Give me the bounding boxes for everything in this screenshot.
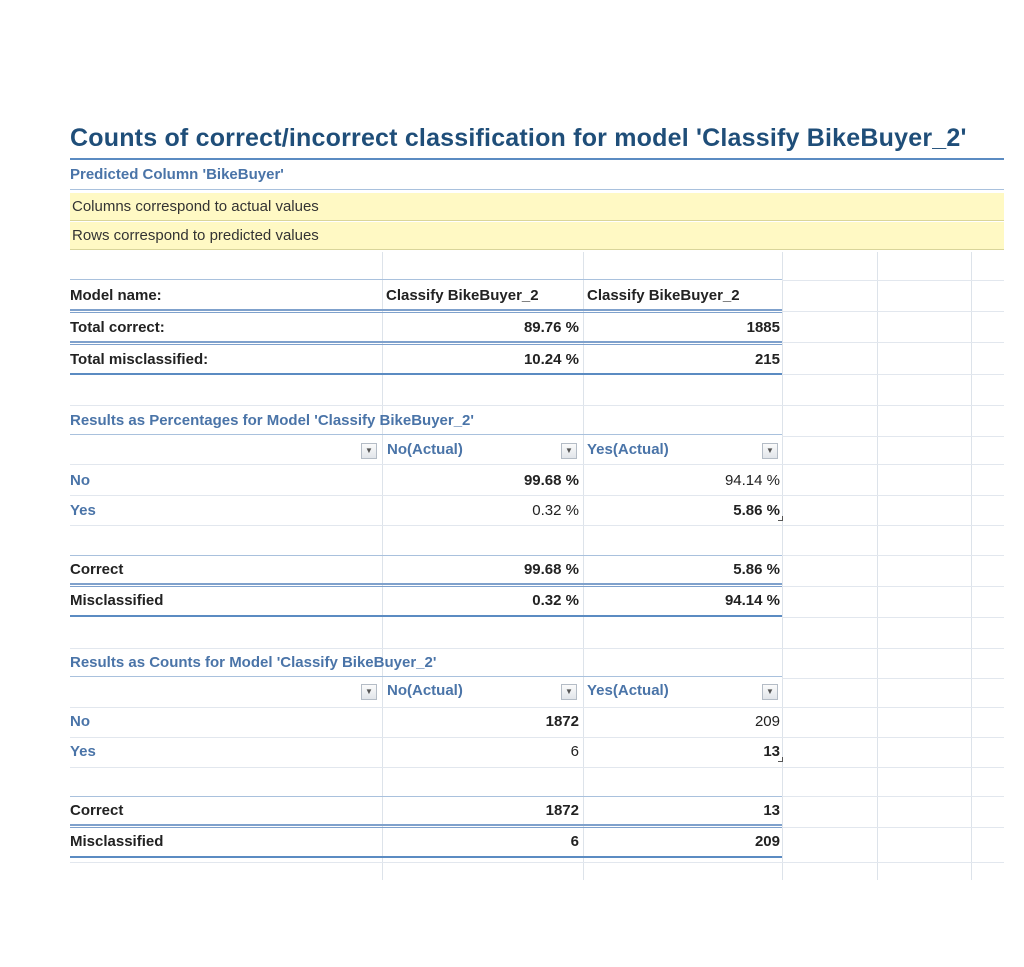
filter-dropdown-icon[interactable]: ▼ bbox=[762, 443, 778, 459]
cell-corner-mark bbox=[778, 757, 783, 762]
filter-dropdown-icon[interactable]: ▼ bbox=[361, 684, 377, 700]
counts-correct-top-rule bbox=[70, 796, 782, 797]
counts-mid-rule bbox=[70, 824, 782, 828]
count-value[interactable]: 209 bbox=[754, 833, 780, 850]
gridline bbox=[971, 252, 972, 880]
counts-bottom-rule bbox=[70, 856, 782, 858]
row-label-correct[interactable]: Correct bbox=[70, 802, 124, 819]
pct-value[interactable]: 94.14 % bbox=[724, 592, 780, 609]
col-header-yes-actual: Yes(Actual) bbox=[587, 682, 669, 699]
row-label-yes[interactable]: Yes bbox=[70, 743, 96, 760]
pct-value[interactable]: 0.32 % bbox=[532, 592, 579, 609]
filter-dropdown-icon[interactable]: ▼ bbox=[561, 684, 577, 700]
pct-value[interactable]: 5.86 % bbox=[733, 561, 780, 578]
count-value[interactable]: 13 bbox=[763, 743, 780, 760]
gridline bbox=[877, 252, 878, 880]
count-value[interactable]: 6 bbox=[570, 833, 579, 850]
filter-dropdown-icon[interactable]: ▼ bbox=[361, 443, 377, 459]
count-value[interactable]: 13 bbox=[763, 802, 780, 819]
count-value[interactable]: 209 bbox=[754, 713, 780, 730]
row-label-yes[interactable]: Yes bbox=[70, 502, 96, 519]
summary-model-name[interactable]: Classify BikeBuyer_2 bbox=[587, 287, 740, 304]
row-label-misclassified[interactable]: Misclassified bbox=[70, 833, 164, 850]
report-title: Counts of correct/incorrect classification for model 'Classify BikeBuyer_2' bbox=[70, 124, 967, 152]
summary-model-name[interactable]: Classify BikeBuyer_2 bbox=[386, 287, 539, 304]
counts-title: Results as Counts for Model 'Classify BikeBuyer_2' bbox=[70, 654, 437, 671]
row-label-correct[interactable]: Correct bbox=[70, 561, 124, 578]
summary-value[interactable]: 10.24 % bbox=[523, 351, 579, 368]
pct-value[interactable]: 99.68 % bbox=[523, 561, 579, 578]
count-value[interactable]: 1872 bbox=[545, 713, 579, 730]
summary-row-rule bbox=[70, 341, 782, 345]
summary-top-rule bbox=[70, 279, 782, 280]
pct-value[interactable]: 0.32 % bbox=[532, 502, 579, 519]
col-header-no-actual: No(Actual) bbox=[387, 441, 463, 458]
pct-correct-top-rule bbox=[70, 555, 782, 556]
counts-title-rule bbox=[70, 676, 782, 677]
gridline bbox=[782, 252, 783, 880]
title-rule bbox=[70, 158, 1004, 160]
summary-value[interactable]: 215 bbox=[754, 351, 780, 368]
col-header-no-actual: No(Actual) bbox=[387, 682, 463, 699]
pct-value[interactable]: 94.14 % bbox=[724, 472, 780, 489]
filter-dropdown-icon[interactable]: ▼ bbox=[561, 443, 577, 459]
pct-value[interactable]: 99.68 % bbox=[523, 472, 579, 489]
pct-bottom-rule bbox=[70, 615, 782, 617]
count-value[interactable]: 6 bbox=[570, 743, 579, 760]
note-columns: Columns correspond to actual values bbox=[70, 193, 1004, 221]
predicted-column-label: Predicted Column 'BikeBuyer' bbox=[70, 166, 284, 183]
col-header-yes-actual: Yes(Actual) bbox=[587, 441, 669, 458]
summary-label[interactable]: Total correct: bbox=[70, 319, 165, 336]
gridline bbox=[382, 252, 383, 880]
summary-label[interactable]: Model name: bbox=[70, 287, 162, 304]
percentages-title: Results as Percentages for Model 'Classify BikeBuyer_2' bbox=[70, 412, 474, 429]
summary-label[interactable]: Total misclassified: bbox=[70, 351, 209, 368]
count-value[interactable]: 1872 bbox=[545, 802, 579, 819]
subtitle-rule bbox=[70, 189, 1004, 190]
filter-dropdown-icon[interactable]: ▼ bbox=[762, 684, 778, 700]
row-label-misclassified[interactable]: Misclassified bbox=[70, 592, 164, 609]
note-rows: Rows correspond to predicted values bbox=[70, 222, 1004, 250]
pct-mid-rule bbox=[70, 583, 782, 587]
summary-header-rule bbox=[70, 309, 782, 313]
row-label-no[interactable]: No bbox=[70, 713, 90, 730]
cell-corner-mark bbox=[778, 516, 783, 521]
percentages-title-rule bbox=[70, 434, 782, 435]
summary-bottom-rule bbox=[70, 373, 782, 375]
summary-value[interactable]: 89.76 % bbox=[523, 319, 579, 336]
gridline bbox=[583, 252, 584, 880]
row-label-no[interactable]: No bbox=[70, 472, 90, 489]
pct-value[interactable]: 5.86 % bbox=[733, 502, 780, 519]
summary-value[interactable]: 1885 bbox=[746, 319, 780, 336]
